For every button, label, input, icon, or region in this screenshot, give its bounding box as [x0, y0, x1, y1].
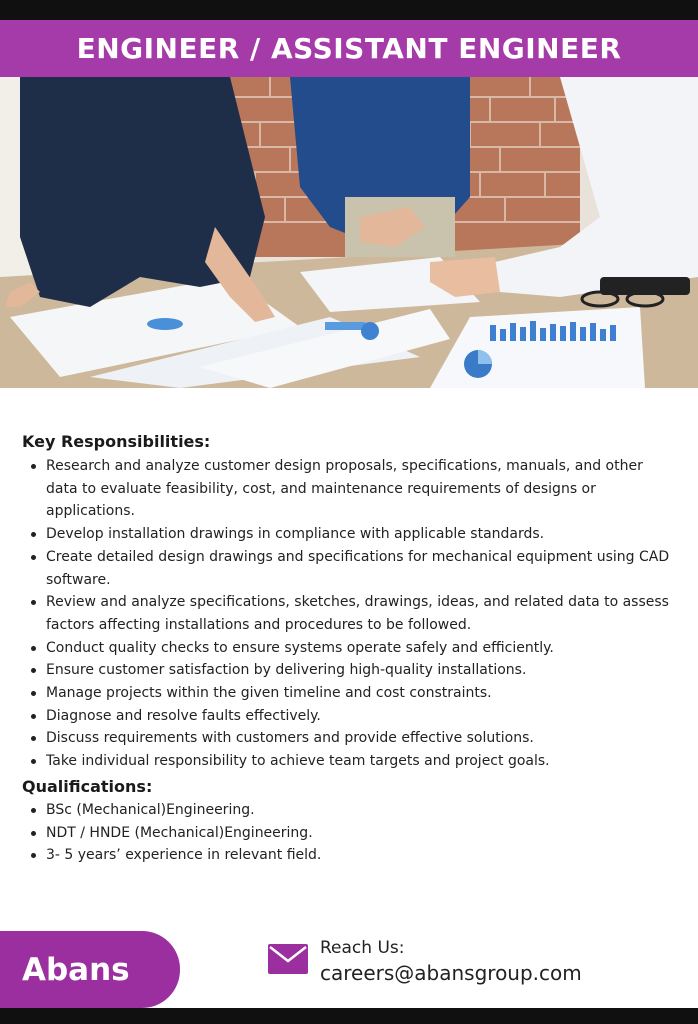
list-item: Conduct quality checks to ensure systems operate safely and efficiently.: [22, 637, 677, 660]
list-item: BSc (Mechanical)Engineering.: [22, 799, 677, 822]
list-item: 3- 5 years’ experience in relevant field.: [22, 844, 677, 867]
list-item: Manage projects within the given timeline and cost constraints.: [22, 682, 677, 705]
qualifications-list: [22, 799, 677, 867]
bottom-border: [0, 1008, 698, 1024]
top-border: [0, 0, 698, 20]
brand-tab: [0, 931, 180, 1008]
page-title: ENGINEER / ASSISTANT ENGINEER: [76, 32, 622, 65]
team-photo-illustration: [0, 77, 698, 388]
responsibilities-list: [22, 455, 677, 773]
list-item: Develop installation drawings in compliance with applicable standards.: [22, 523, 677, 546]
list-item: Review and analyze specifications, sketches, drawings, ideas, and related data to assess factors affecting installations and procedures to be followed.: [22, 591, 677, 636]
qualifications-heading: Qualifications:: [22, 777, 153, 796]
envelope-icon: [268, 944, 308, 974]
title-banner: [0, 20, 698, 77]
list-item: Research and analyze customer design proposals, specifications, manuals, and other data to evaluate feasibility, cost, and maintenance requirements of designs or applications.: [22, 455, 677, 523]
brand-logo-text: Abans: [22, 951, 130, 988]
reach-us-label: Reach Us:: [320, 938, 405, 958]
list-item: NDT / HNDE (Mechanical)Engineering.: [22, 822, 677, 845]
list-item: Create detailed design drawings and specifications for mechanical equipment using CAD software.: [22, 546, 677, 591]
list-item: Take individual responsibility to achieve team targets and project goals.: [22, 750, 677, 773]
list-item: Discuss requirements with customers and provide effective solutions.: [22, 727, 677, 750]
responsibilities-heading: Key Responsibilities:: [22, 432, 211, 451]
contact-email[interactable]: careers@abansgroup.com: [320, 961, 582, 985]
list-item: Ensure customer satisfaction by delivering high-quality installations.: [22, 659, 677, 682]
hero-photo: [0, 77, 698, 388]
list-item: Diagnose and resolve faults effectively.: [22, 705, 677, 728]
